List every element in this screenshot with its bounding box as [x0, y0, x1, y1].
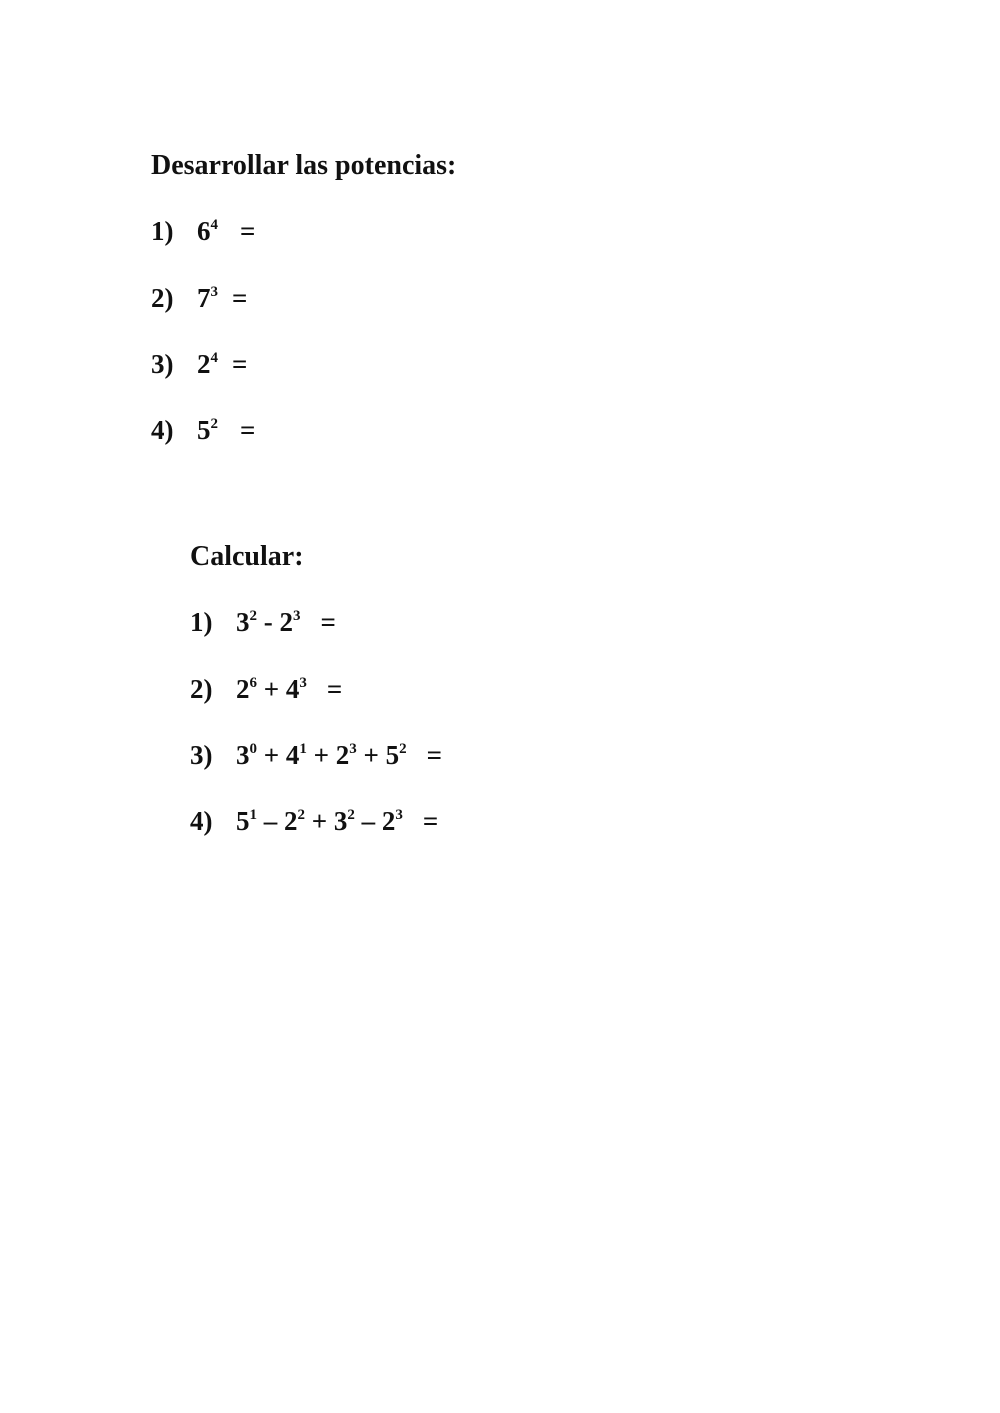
- exercise-number: 3): [190, 740, 213, 770]
- operator: +: [306, 740, 336, 770]
- power-exponent: 4: [210, 350, 218, 366]
- exercise-number: 1): [151, 216, 174, 246]
- equals-sign: =: [422, 806, 439, 836]
- exercise-number: 4): [151, 415, 174, 445]
- power-exponent: 4: [210, 217, 218, 233]
- power-expression: [236, 806, 403, 836]
- power-base: 4: [285, 674, 300, 704]
- power-exponent: 2: [249, 608, 257, 624]
- power-base: 2: [381, 806, 396, 836]
- power-base: 2: [279, 607, 293, 637]
- exercise-number: 4): [190, 806, 213, 836]
- equals-sign: =: [426, 740, 443, 770]
- operator: +: [257, 674, 286, 704]
- power-base: 4: [285, 740, 300, 770]
- power-base: 5: [236, 806, 250, 836]
- power-base: 3: [236, 740, 250, 770]
- power-exponent: 3: [293, 608, 301, 624]
- exercise-number: 1): [190, 607, 213, 637]
- equals-sign: =: [232, 283, 248, 313]
- exercise-2-2: [190, 676, 342, 703]
- exercise-1-2: [151, 285, 247, 312]
- equals-sign: =: [240, 216, 256, 246]
- exercise-2-3: [190, 742, 442, 769]
- power-exponent: 0: [249, 741, 257, 757]
- power-expression: [197, 415, 218, 445]
- exercise-number: 2): [190, 674, 213, 704]
- power-base: 2: [197, 349, 211, 379]
- power-base: 3: [333, 806, 348, 836]
- exercise-1-1: [151, 218, 255, 245]
- power-exponent: 2: [297, 807, 305, 823]
- power-exponent: 2: [399, 741, 407, 757]
- power-expression: [197, 216, 218, 246]
- power-base: 2: [335, 740, 350, 770]
- power-exponent: 2: [210, 416, 218, 432]
- power-exponent: 3: [299, 675, 307, 691]
- operator: –: [257, 806, 284, 836]
- power-exponent: 6: [249, 675, 257, 691]
- power-exponent: 2: [347, 807, 355, 823]
- power-base: 6: [197, 216, 211, 246]
- power-base: 5: [385, 740, 400, 770]
- operator: +: [356, 740, 386, 770]
- exercise-1-3: [151, 351, 247, 378]
- power-expression: [197, 283, 218, 313]
- power-expression: [236, 674, 307, 704]
- exercise-number: 2): [151, 283, 174, 313]
- equals-sign: =: [232, 349, 248, 379]
- power-expression: [236, 607, 301, 637]
- exercise-number: 3): [151, 349, 174, 379]
- operator: +: [257, 740, 286, 770]
- power-exponent: 3: [395, 807, 403, 823]
- operator: -: [257, 607, 280, 637]
- equals-sign: =: [320, 607, 336, 637]
- exercise-2-4: [190, 808, 438, 835]
- power-exponent: 1: [299, 741, 307, 757]
- exercise-2-1: [190, 609, 336, 636]
- power-expression: [197, 349, 218, 379]
- power-expression: [236, 740, 407, 770]
- operator: –: [354, 806, 382, 836]
- power-base: 7: [197, 283, 211, 313]
- section-1-title: Desarrollar las potencias:: [151, 150, 457, 181]
- power-base: 3: [236, 607, 250, 637]
- equals-sign: =: [240, 415, 256, 445]
- power-exponent: 1: [249, 807, 257, 823]
- power-base: 5: [197, 415, 211, 445]
- operator: +: [305, 806, 334, 836]
- power-exponent: 3: [210, 284, 218, 300]
- power-base: 2: [284, 806, 298, 836]
- equals-sign: =: [326, 674, 343, 704]
- section-2-title: Calcular:: [190, 541, 304, 572]
- power-base: 2: [236, 674, 250, 704]
- exercise-1-4: [151, 417, 255, 444]
- power-exponent: 3: [349, 741, 357, 757]
